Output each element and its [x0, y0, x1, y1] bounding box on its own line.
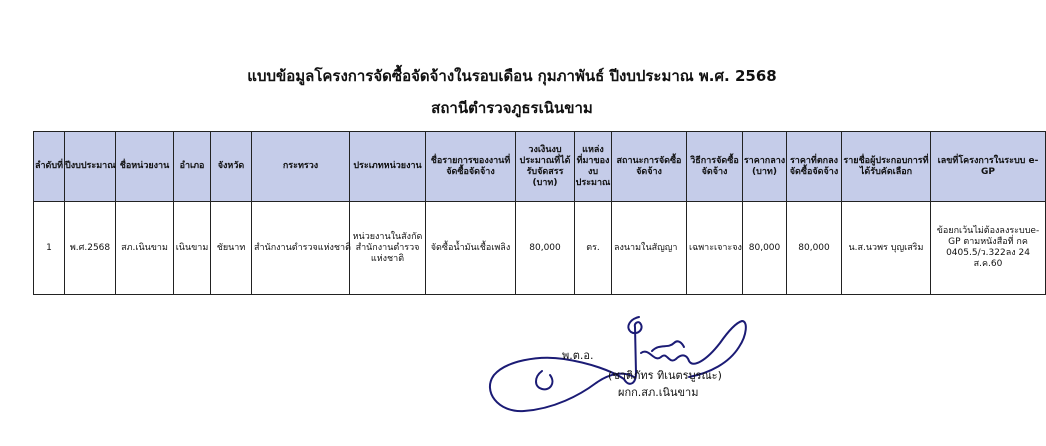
signer-name: (ชาติภัทร ทิเนตรบูรณะ) [608, 369, 722, 382]
col-header-item: ชื่อรายการของงานที่จัดซื้อจัดจ้าง [426, 132, 516, 202]
col-header-agency: ชื่อหน่วยงาน [116, 132, 174, 202]
col-header-agreed-price: ราคาที่ตกลงจัดซื้อจัดจ้าง [787, 132, 842, 202]
cell-no: 1 [34, 202, 65, 295]
cell-agency-type: หน่วยงานในสังกัดสำนักงานตำรวจแห่งชาติ [350, 202, 426, 295]
cell-item: จัดซื้อน้ำมันเชื้อเพลิง [426, 202, 516, 295]
signer-rank: พ.ต.อ. [562, 349, 594, 362]
col-header-no: ลำดับที่ [34, 132, 65, 202]
col-header-egp: เลขที่โครงการในระบบ e-GP [931, 132, 1046, 202]
cell-status: ลงนามในสัญญา [612, 202, 687, 295]
col-header-mid-price: ราคากลาง (บาท) [743, 132, 787, 202]
cell-district: เนินขาม [174, 202, 211, 295]
procurement-table [33, 131, 1046, 295]
col-header-status: สถานะการจัดซื้อจัดจ้าง [612, 132, 687, 202]
col-header-province: จังหวัด [211, 132, 252, 202]
station-name: สถานีตำรวจภูธรเนินขาม [431, 99, 593, 117]
document-title: แบบข้อมูลโครงการจัดซื้อจัดจ้างในรอบเดือน กุมภาพันธ์ ปีงบประมาณ พ.ศ. 2568 [247, 67, 777, 85]
cell-agency: สภ.เนินขาม [116, 202, 174, 295]
col-header-vendor: รายชื่อผู้ประกอบการที่ได้รับคัดเลือก [842, 132, 931, 202]
col-header-method: วิธีการจัดซื้อจัดจ้าง [687, 132, 743, 202]
cell-mid-price: 80,000 [743, 202, 787, 295]
cell-year: พ.ศ.2568 [65, 202, 116, 295]
col-header-ministry: กระทรวง [252, 132, 350, 202]
table-header-row [34, 132, 1046, 202]
cell-agreed-price: 80,000 [787, 202, 842, 295]
cell-source: ตร. [575, 202, 612, 295]
cell-ministry: สำนักงานตำรวจแห่งชาติ [252, 202, 350, 295]
col-header-budget: วงเงินงบประมาณที่ได้รับจัดสรร (บาท) [516, 132, 575, 202]
cell-budget: 80,000 [516, 202, 575, 295]
col-header-year: ปีงบประมาณ [65, 132, 116, 202]
col-header-agency-type: ประเภทหน่วยงาน [350, 132, 426, 202]
col-header-source: แหล่งที่มาของงบประมาณ [575, 132, 612, 202]
cell-egp: ข้อยกเว้นไม่ต้องลงระบบe-GP ตามหนังสือที่ กค 0405.5/ว.322ลง 24 ส.ค.60 [931, 202, 1046, 295]
signer-position: ผกก.สภ.เนินขาม [618, 386, 699, 399]
cell-province: ชัยนาท [211, 202, 252, 295]
table-row [34, 202, 1046, 295]
col-header-district: อำเภอ [174, 132, 211, 202]
cell-method: เฉพาะเจาะจง [687, 202, 743, 295]
cell-vendor: น.ส.นวพร บุญเสริม [842, 202, 931, 295]
